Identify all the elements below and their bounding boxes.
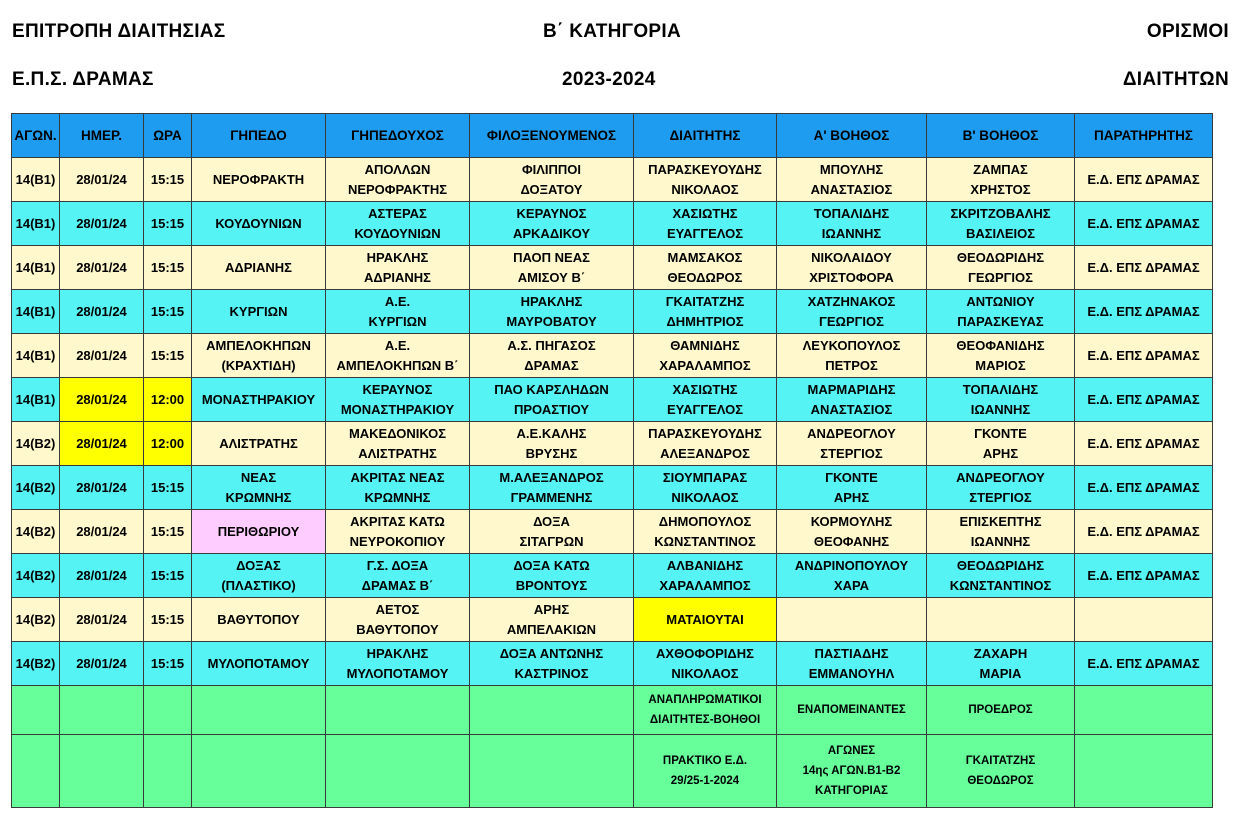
cell-time: 15:15 <box>144 642 192 686</box>
col-header-time: ΩΡΑ <box>144 114 192 158</box>
cell-date: 28/01/24 <box>60 334 144 378</box>
cell-date: 28/01/24 <box>60 422 144 466</box>
committee-title: ΕΠΙΤΡΟΠΗ ΔΙΑΙΤΗΣΙΑΣ <box>12 21 226 42</box>
cell-observer: Ε.Δ. ΕΠΣ ΔΡΑΜΑΣ <box>1075 554 1213 598</box>
cell-assistant1 <box>777 598 927 642</box>
cell-observer: Ε.Δ. ΕΠΣ ΔΡΑΜΑΣ <box>1075 246 1213 290</box>
cell-assistant1: ΜΑΡΜΑΡΙΔΗΣ ΑΝΑΣΤΑΣΙΟΣ <box>777 378 927 422</box>
cell-assistant1: ΧΑΤΖΗΝΑΚΟΣ ΓΕΩΡΓΙΟΣ <box>777 290 927 334</box>
cell-agon: 14(Β2) <box>12 642 60 686</box>
table-row <box>12 246 1213 290</box>
cell-agon: 14(Β1) <box>12 378 60 422</box>
cell-time: 15:15 <box>144 202 192 246</box>
cell-ground: ΑΔΡΙΑΝΗΣ <box>192 246 326 290</box>
cell-assistant1: ΚΟΡΜΟΥΛΗΣ ΘΕΟΦΑΝΗΣ <box>777 510 927 554</box>
referees-title: ΔΙΑΙΤΗΤΩΝ <box>1122 69 1229 90</box>
referee-appointments-table <box>11 113 1213 808</box>
cell-home-team: ΑΚΡΙΤΑΣ ΚΑΤΩ ΝΕΥΡΟΚΟΠΙΟΥ <box>326 510 470 554</box>
cell-assistant2: ΓΚΟΝΤΕ ΑΡΗΣ <box>927 422 1075 466</box>
footer-cell <box>192 735 326 808</box>
cell-time: 15:15 <box>144 158 192 202</box>
cell-assistant1: ΝΙΚΟΛΑΙΔΟΥ ΧΡΙΣΤΟΦΟΡΑ <box>777 246 927 290</box>
table-row <box>12 290 1213 334</box>
col-header-observer: ΠΑΡΑΤΗΡΗΤΗΣ <box>1075 114 1213 158</box>
cell-assistant2: ΑΝΔΡΕΟΓΛΟΥ ΣΤΕΡΓΙΟΣ <box>927 466 1075 510</box>
minutes-reference: ΠΡΑΚΤΙΚΟ Ε.Δ. 29/25-1-2024 <box>634 735 777 808</box>
cell-away-team: Α.Ε.ΚΑΛΗΣ ΒΡΥΣΗΣ <box>470 422 634 466</box>
table-row <box>12 598 1213 642</box>
cell-ground: ΝΕΡΟΦΡΑΚΤΗ <box>192 158 326 202</box>
cell-referee: ΓΚΑΙΤΑΤΖΗΣ ΔΗΜΗΤΡΙΟΣ <box>634 290 777 334</box>
cell-referee: ΧΑΣΙΩΤΗΣ ΕΥΑΓΓΕΛΟΣ <box>634 202 777 246</box>
cell-ground: ΝΕΑΣ ΚΡΩΜΝΗΣ <box>192 466 326 510</box>
cell-away-team: ΚΕΡΑΥΝΟΣ ΑΡΚΑΔΙΚΟΥ <box>470 202 634 246</box>
cell-referee: ΜΑΜΣΑΚΟΣ ΘΕΟΔΩΡΟΣ <box>634 246 777 290</box>
cell-agon: 14(Β1) <box>12 202 60 246</box>
cell-home-team: ΑΠΟΛΛΩΝ ΝΕΡΟΦΡΑΚΤΗΣ <box>326 158 470 202</box>
cell-assistant2 <box>927 598 1075 642</box>
cell-time: 15:15 <box>144 598 192 642</box>
cell-home-team: ΑΣΤΕΡΑΣ ΚΟΥΔΟΥΝΙΩΝ <box>326 202 470 246</box>
footer-cell <box>144 735 192 808</box>
table-row <box>12 158 1213 202</box>
cell-assistant2: ΣΚΡΙΤΖΟΒΑΛΗΣ ΒΑΣΙΛΕΙΟΣ <box>927 202 1075 246</box>
cell-home-team: Γ.Σ. ΔΟΞΑ ΔΡΑΜΑΣ Β΄ <box>326 554 470 598</box>
cell-referee: ΘΑΜΝΙΔΗΣ ΧΑΡΑΛΑΜΠΟΣ <box>634 334 777 378</box>
cell-observer: Ε.Δ. ΕΠΣ ΔΡΑΜΑΣ <box>1075 466 1213 510</box>
cell-away-team: Μ.ΑΛΕΞΑΝΔΡΟΣ ΓΡΑΜΜΕΝΗΣ <box>470 466 634 510</box>
cell-time: 15:15 <box>144 510 192 554</box>
cell-observer: Ε.Δ. ΕΠΣ ΔΡΑΜΑΣ <box>1075 158 1213 202</box>
cell-ground: ΜΥΛΟΠΟΤΑΜΟΥ <box>192 642 326 686</box>
cell-home-team: ΜΑΚΕΔΟΝΙΚΟΣ ΑΛΙΣΤΡΑΤΗΣ <box>326 422 470 466</box>
cell-ground: ΑΛΙΣΤΡΑΤΗΣ <box>192 422 326 466</box>
cell-observer: Ε.Δ. ΕΠΣ ΔΡΑΜΑΣ <box>1075 422 1213 466</box>
cell-date: 28/01/24 <box>60 246 144 290</box>
footer-row <box>12 735 1213 808</box>
cell-assistant1: ΑΝΔΡΙΝΟΠΟΥΛΟΥ ΧΑΡΑ <box>777 554 927 598</box>
col-header-ground: ΓΗΠΕΔΟ <box>192 114 326 158</box>
cell-away-team: ΔΟΞΑ ΑΝΤΩΝΗΣ ΚΑΣΤΡΙΝΟΣ <box>470 642 634 686</box>
cell-observer: Ε.Δ. ΕΠΣ ΔΡΑΜΑΣ <box>1075 378 1213 422</box>
matches-reference: ΑΓΩΝΕΣ 14ης ΑΓΩΝ.Β1-Β2 ΚΑΤΗΓΟΡΙΑΣ <box>777 735 927 808</box>
cell-observer <box>1075 598 1213 642</box>
cell-observer: Ε.Δ. ΕΠΣ ΔΡΑΜΑΣ <box>1075 510 1213 554</box>
cell-home-team: Α.Ε. ΑΜΠΕΛΟΚΗΠΩΝ Β΄ <box>326 334 470 378</box>
cell-assistant1: ΜΠΟΥΛΗΣ ΑΝΑΣΤΑΣΙΟΣ <box>777 158 927 202</box>
cell-home-team: Α.Ε. ΚΥΡΓΙΩΝ <box>326 290 470 334</box>
cell-ground: ΚΟΥΔΟΥΝΙΩΝ <box>192 202 326 246</box>
cell-observer: Ε.Δ. ΕΠΣ ΔΡΑΜΑΣ <box>1075 202 1213 246</box>
footer-cell <box>60 686 144 735</box>
cell-agon: 14(Β1) <box>12 246 60 290</box>
footer-row <box>12 686 1213 735</box>
cell-agon: 14(Β2) <box>12 554 60 598</box>
table-row <box>12 334 1213 378</box>
cell-referee: ΠΑΡΑΣΚΕΥΟΥΔΗΣ ΑΛΕΞΑΝΔΡΟΣ <box>634 422 777 466</box>
cell-date: 28/01/24 <box>60 158 144 202</box>
cell-referee: ΑΛΒΑΝΙΔΗΣ ΧΑΡΑΛΑΜΠΟΣ <box>634 554 777 598</box>
cell-assistant2: ΤΟΠΑΛΙΔΗΣ ΙΩΑΝΝΗΣ <box>927 378 1075 422</box>
cell-assistant2: ΘΕΟΦΑΝΙΔΗΣ ΜΑΡΙΟΣ <box>927 334 1075 378</box>
col-header-date: ΗΜΕΡ. <box>60 114 144 158</box>
cell-date: 28/01/24 <box>60 378 144 422</box>
cell-home-team: ΑΕΤΟΣ ΒΑΘΥΤΟΠΟΥ <box>326 598 470 642</box>
cell-agon: 14(Β2) <box>12 466 60 510</box>
footer-cell <box>12 686 60 735</box>
cell-agon: 14(Β1) <box>12 334 60 378</box>
col-header-assistant1: Α' ΒΟΗΘΟΣ <box>777 114 927 158</box>
cell-assistant2: ΖΑΜΠΑΣ ΧΡΗΣΤΟΣ <box>927 158 1075 202</box>
cell-ground: ΜΟΝΑΣΤΗΡΑΚΙΟΥ <box>192 378 326 422</box>
cell-assistant2: ΘΕΟΔΩΡΙΔΗΣ ΓΕΩΡΓΙΟΣ <box>927 246 1075 290</box>
cell-date: 28/01/24 <box>60 466 144 510</box>
cell-observer: Ε.Δ. ΕΠΣ ΔΡΑΜΑΣ <box>1075 334 1213 378</box>
cell-date: 28/01/24 <box>60 554 144 598</box>
cell-time: 15:15 <box>144 554 192 598</box>
cell-agon: 14(Β1) <box>12 158 60 202</box>
cell-assistant1: ΠΑΣΤΙΑΔΗΣ ΕΜΜΑΝΟΥΗΛ <box>777 642 927 686</box>
col-header-home: ΓΗΠΕΔΟΥΧΟΣ <box>326 114 470 158</box>
cell-home-team: ΑΚΡΙΤΑΣ ΝΕΑΣ ΚΡΩΜΝΗΣ <box>326 466 470 510</box>
cell-observer: Ε.Δ. ΕΠΣ ΔΡΑΜΑΣ <box>1075 290 1213 334</box>
cell-home-team: ΚΕΡΑΥΝΟΣ ΜΟΝΑΣΤΗΡΑΚΙΟΥ <box>326 378 470 422</box>
cell-referee: ΧΑΣΙΩΤΗΣ ΕΥΑΓΓΕΛΟΣ <box>634 378 777 422</box>
remaining-label: ΕΝΑΠΟΜΕΙΝΑΝΤΕΣ <box>777 686 927 735</box>
cell-time: 12:00 <box>144 378 192 422</box>
col-header-referee: ΔΙΑΙΤΗΤΗΣ <box>634 114 777 158</box>
cell-referee: ΑΧΘΟΦΟΡΙΔΗΣ ΝΙΚΟΛΑΟΣ <box>634 642 777 686</box>
table-row <box>12 202 1213 246</box>
footer-cell <box>470 686 634 735</box>
footer-cell <box>192 686 326 735</box>
footer-cell <box>60 735 144 808</box>
cell-date: 28/01/24 <box>60 510 144 554</box>
cell-away-team: ΔΟΞΑ ΣΙΤΑΓΡΩΝ <box>470 510 634 554</box>
cell-away-team: ΦΙΛΙΠΠΟΙ ΔΟΞΑΤΟΥ <box>470 158 634 202</box>
cell-away-team: ΠΑΟΠ ΝΕΑΣ ΑΜΙΣΟΥ Β΄ <box>470 246 634 290</box>
cell-assistant1: ΛΕΥΚΟΠΟΥΛΟΣ ΠΕΤΡΟΣ <box>777 334 927 378</box>
cell-agon: 14(Β1) <box>12 290 60 334</box>
cell-assistant1: ΤΟΠΑΛΙΔΗΣ ΙΩΑΝΝΗΣ <box>777 202 927 246</box>
season-title: 2023-2024 <box>562 69 656 90</box>
cell-agon: 14(Β2) <box>12 422 60 466</box>
table-header-row <box>12 114 1213 158</box>
cell-away-team: ΗΡΑΚΛΗΣ ΜΑΥΡΟΒΑΤΟΥ <box>470 290 634 334</box>
cell-ground: ΠΕΡΙΘΩΡΙΟΥ <box>192 510 326 554</box>
footer-cell <box>12 735 60 808</box>
category-title: Β΄ ΚΑΤΗΓΟΡΙΑ <box>543 21 681 42</box>
substitutes-label: ΑΝΑΠΛΗΡΩΜΑΤΙΚΟΙ ΔΙΑΙΤΗΤΕΣ-ΒΟΗΘΟΙ <box>634 686 777 735</box>
cell-date: 28/01/24 <box>60 598 144 642</box>
cell-ground: ΒΑΘΥΤΟΠΟΥ <box>192 598 326 642</box>
col-header-away: ΦΙΛΟΞΕΝΟΥΜΕΝΟΣ <box>470 114 634 158</box>
footer-cell <box>1075 735 1213 808</box>
cell-assistant1: ΑΝΔΡΕΟΓΛΟΥ ΣΤΕΡΓΙΟΣ <box>777 422 927 466</box>
cell-home-team: ΗΡΑΚΛΗΣ ΑΔΡΙΑΝΗΣ <box>326 246 470 290</box>
association-name: Ε.Π.Σ. ΔΡΑΜΑΣ <box>12 69 154 90</box>
cell-ground: ΔΟΞΑΣ (ΠΛΑΣΤΙΚΟ) <box>192 554 326 598</box>
cell-time: 15:15 <box>144 290 192 334</box>
col-header-assistant2: Β' ΒΟΗΘΟΣ <box>927 114 1075 158</box>
cell-agon: 14(Β2) <box>12 598 60 642</box>
cell-time: 15:15 <box>144 246 192 290</box>
cell-away-team: Α.Σ. ΠΗΓΑΣΟΣ ΔΡΑΜΑΣ <box>470 334 634 378</box>
table-row <box>12 510 1213 554</box>
cell-date: 28/01/24 <box>60 290 144 334</box>
table-row <box>12 642 1213 686</box>
cell-assistant2: ΖΑΧΑΡΗ ΜΑΡΙΑ <box>927 642 1075 686</box>
cell-assistant2: ΕΠΙΣΚΕΠΤΗΣ ΙΩΑΝΝΗΣ <box>927 510 1075 554</box>
cell-referee: ΠΑΡΑΣΚΕΥΟΥΔΗΣ ΝΙΚΟΛΑΟΣ <box>634 158 777 202</box>
cell-assistant1: ΓΚΟΝΤΕ ΑΡΗΣ <box>777 466 927 510</box>
footer-cell <box>1075 686 1213 735</box>
cell-home-team: ΗΡΑΚΛΗΣ ΜΥΛΟΠΟΤΑΜΟΥ <box>326 642 470 686</box>
footer-cell <box>326 735 470 808</box>
president-label: ΠΡΟΕΔΡΟΣ <box>927 686 1075 735</box>
cell-date: 28/01/24 <box>60 202 144 246</box>
cell-assistant2: ΘΕΟΔΩΡΙΔΗΣ ΚΩΝΣΤΑΝΤΙΝΟΣ <box>927 554 1075 598</box>
cell-assistant2: ΑΝΤΩΝΙΟΥ ΠΑΡΑΣΚΕΥΑΣ <box>927 290 1075 334</box>
cell-away-team: ΑΡΗΣ ΑΜΠΕΛΑΚΙΩΝ <box>470 598 634 642</box>
cell-observer: Ε.Δ. ΕΠΣ ΔΡΑΜΑΣ <box>1075 642 1213 686</box>
table-row <box>12 466 1213 510</box>
footer-cell <box>144 686 192 735</box>
table-row <box>12 554 1213 598</box>
cell-ground: ΑΜΠΕΛΟΚΗΠΩΝ (ΚΡΑΧΤΙΔΗ) <box>192 334 326 378</box>
table-row <box>12 378 1213 422</box>
appointments-title: ΟΡΙΣΜΟΙ <box>1146 21 1229 42</box>
cell-away-team: ΔΟΞΑ ΚΑΤΩ ΒΡΟΝΤΟΥΣ <box>470 554 634 598</box>
cell-referee: ΣΙΟΥΜΠΑΡΑΣ ΝΙΚΟΛΑΟΣ <box>634 466 777 510</box>
table-row <box>12 422 1213 466</box>
cell-referee: ΜΑΤΑΙΟΥΤΑΙ <box>634 598 777 642</box>
president-name: ΓΚΑΙΤΑΤΖΗΣ ΘΕΟΔΩΡΟΣ <box>927 735 1075 808</box>
cell-agon: 14(Β2) <box>12 510 60 554</box>
cell-time: 15:15 <box>144 466 192 510</box>
cell-referee: ΔΗΜΟΠΟΥΛΟΣ ΚΩΝΣΤΑΝΤΙΝΟΣ <box>634 510 777 554</box>
cell-time: 15:15 <box>144 334 192 378</box>
footer-cell <box>470 735 634 808</box>
footer-cell <box>326 686 470 735</box>
cell-away-team: ΠΑΟ ΚΑΡΣΛΗΔΩΝ ΠΡΟΑΣΤΙΟΥ <box>470 378 634 422</box>
col-header-agon: ΑΓΩΝ. <box>12 114 60 158</box>
cell-ground: ΚΥΡΓΙΩΝ <box>192 290 326 334</box>
cell-date: 28/01/24 <box>60 642 144 686</box>
cell-time: 12:00 <box>144 422 192 466</box>
